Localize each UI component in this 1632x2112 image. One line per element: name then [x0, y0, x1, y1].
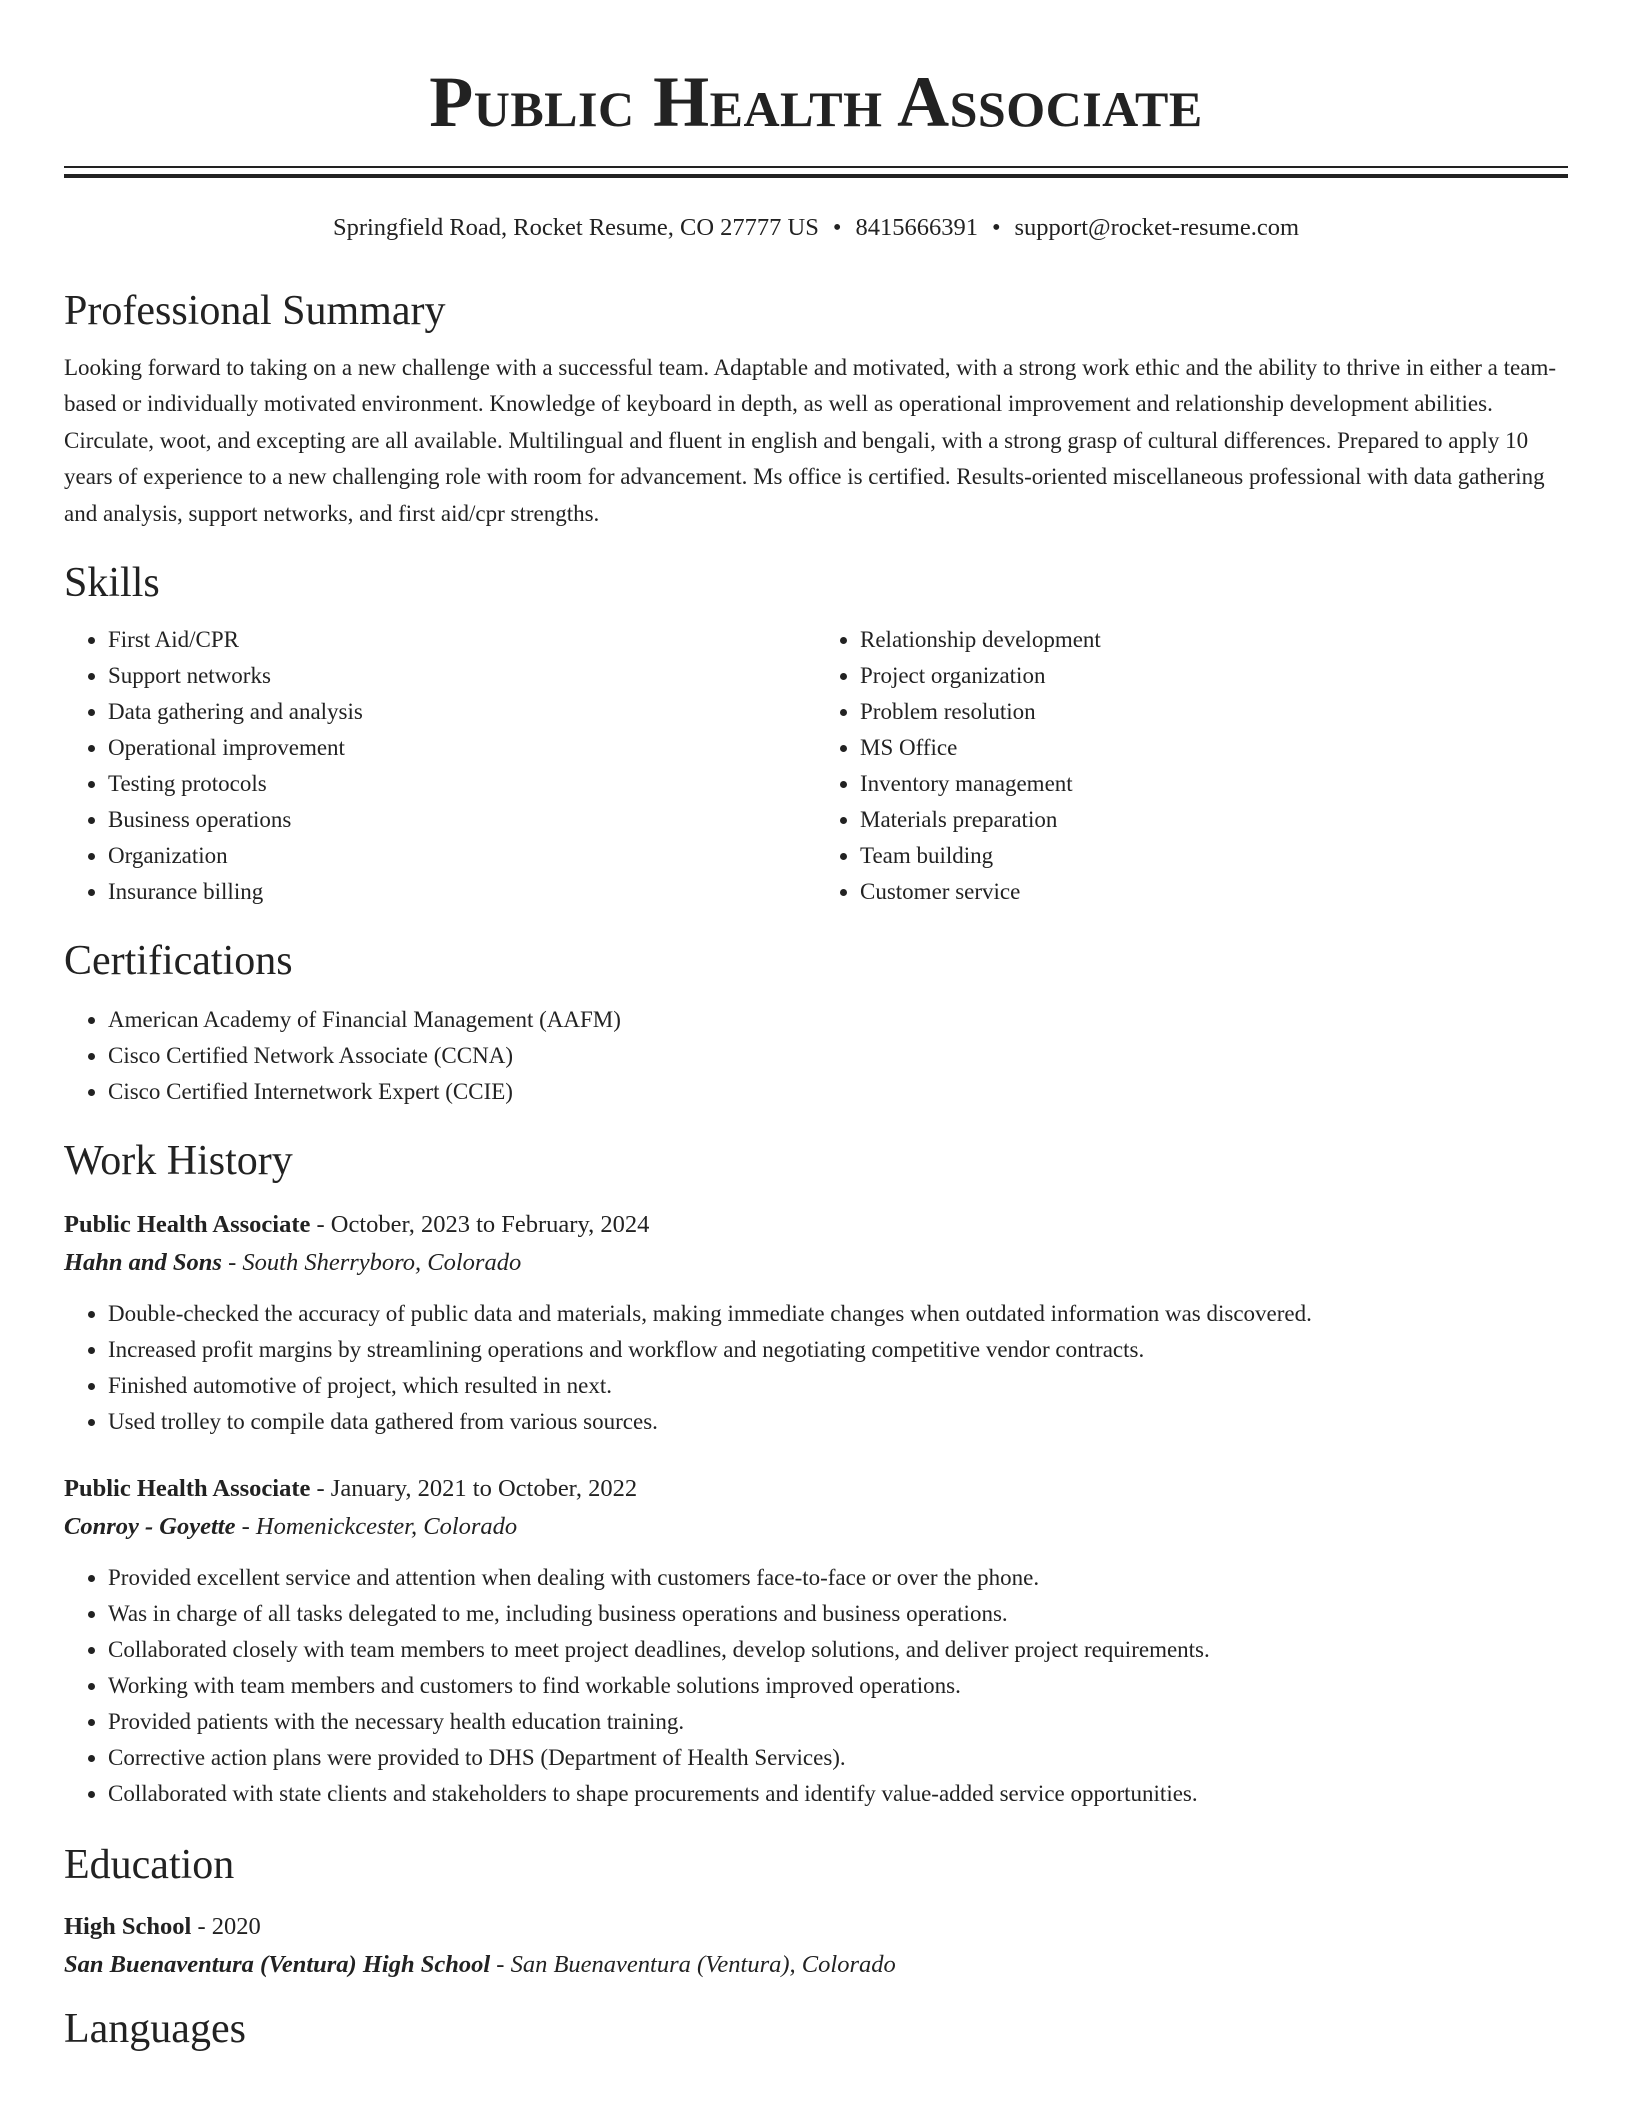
job-bullet: • Double-checked the accuracy of public data and materials, making immediate changes when outdated information was discovered. — [108, 1296, 1568, 1332]
skill-item: • First Aid/CPR — [108, 622, 816, 658]
job-bullet: • Provided patients with the necessary health education training. — [108, 1704, 1568, 1740]
education-header — [64, 1908, 1568, 1946]
job-header — [64, 1470, 1568, 1508]
job-bullet: • Provided excellent service and attention when dealing with customers face-to-face or over the phone. — [108, 1560, 1568, 1596]
education-year: 2020 — [211, 1913, 261, 1941]
job-bullet: • Collaborated closely with team members to meet project deadlines, develop solutions, and deliver project requirements. — [108, 1632, 1568, 1668]
job-bullet: • Finished automotive of project, which resulted in next. — [108, 1368, 1568, 1404]
skill-item: • Data gathering and analysis — [108, 694, 816, 730]
education-dash: - — [191, 1913, 212, 1941]
job-dash: - — [235, 1513, 256, 1541]
job-title: Public Health Associate — [64, 1211, 311, 1239]
skills-columns — [64, 622, 1568, 910]
work-history-heading: Work History — [64, 1138, 293, 1185]
job-bullet: • Increased profit margins by streamlining operations and workflow and negotiating competitive vendor contracts. — [108, 1332, 1568, 1368]
job-dash: - — [221, 1249, 243, 1277]
skill-item: • Team building — [860, 838, 1568, 874]
summary-text: Looking forward to taking on a new challenge with a successful team. Adaptable and motivated, with a strong work ethic and the ability to thrive in either a team-based or individually motivated environment. Knowledge of keyboard in depth, as well as operational improvement and relationship development abilities. Circulate, woot, and excepting are all available. Multilingual and fluent in english and bengali, with a strong grasp of cultural differences. Prepared to apply 10 years of experience to a new challenging role with room for advancement. Ms office is certified. Results-oriented miscellaneous professional with data gathering and analysis, support networks, and first aid/cpr strengths. — [64, 355, 1557, 526]
job-entry — [64, 1470, 1568, 1812]
skills-list-left — [64, 622, 816, 910]
education-dash: - — [490, 1951, 511, 1979]
skill-item: • Inventory management — [860, 766, 1568, 802]
skills-heading: Skills — [64, 560, 160, 607]
certification-item: • American Academy of Financial Management (AAFM) — [108, 1002, 1568, 1038]
resume-page — [64, 0, 1568, 2054]
languages-heading: Languages — [64, 2006, 246, 2053]
header-rule-thin — [64, 166, 1568, 168]
education-entry — [64, 1908, 1568, 1984]
contact-line — [64, 212, 1568, 244]
skill-item: • Operational improvement — [108, 730, 816, 766]
skill-item: • Testing protocols — [108, 766, 816, 802]
skill-item: • Problem resolution — [860, 694, 1568, 730]
job-company-line — [64, 1244, 1568, 1282]
job-bullets — [64, 1296, 1568, 1440]
job-dash: - — [310, 1475, 331, 1503]
job-company-line — [64, 1508, 1568, 1546]
skill-item: • Insurance billing — [108, 874, 816, 910]
skill-item: • Organization — [108, 838, 816, 874]
job-bullet: • Corrective action plans were provided to DHS (Department of Health Services). — [108, 1740, 1568, 1776]
job-bullet: • Collaborated with state clients and stakeholders to shape procurements and identify value-added service opportunities. — [108, 1776, 1568, 1812]
education-degree: High School — [64, 1913, 192, 1941]
education-school-line — [64, 1946, 1568, 1984]
job-company: Conroy - Goyette — [64, 1513, 236, 1541]
job-header — [64, 1206, 1568, 1244]
education-school: San Buenaventura (Ventura) High School — [64, 1951, 491, 1979]
resume-name: Public Health Associate — [429, 62, 1203, 142]
job-bullets — [64, 1560, 1568, 1812]
job-bullet: • Working with team members and customers to find workable solutions improved operations. — [108, 1668, 1568, 1704]
job-title: Public Health Associate — [64, 1475, 311, 1503]
certification-item: • Cisco Certified Internetwork Expert (CCIE) — [108, 1074, 1568, 1110]
job-bullet: • Was in charge of all tasks delegated to me, including business operations and business operations. — [108, 1596, 1568, 1632]
skills-list-right — [816, 622, 1568, 910]
education-location: San Buenaventura (Ventura), Colorado — [510, 1951, 896, 1979]
job-location: Homenickcester, Colorado — [255, 1513, 518, 1541]
skill-item: • Materials preparation — [860, 802, 1568, 838]
contact-separator: • — [832, 214, 842, 241]
job-company: Hahn and Sons — [64, 1249, 222, 1277]
contact-phone: 8415666391 — [855, 214, 978, 241]
skill-item: • MS Office — [860, 730, 1568, 766]
certifications-heading: Certifications — [64, 938, 293, 985]
job-entry — [64, 1206, 1568, 1440]
summary-heading: Professional Summary — [64, 288, 446, 334]
header-rule-thick — [64, 174, 1568, 178]
contact-separator: • — [991, 214, 1001, 241]
job-location: South Sherryboro, Colorado — [242, 1249, 522, 1277]
skill-item: • Project organization — [860, 658, 1568, 694]
job-bullet: • Used trolley to compile data gathered from various sources. — [108, 1404, 1568, 1440]
job-dash: - — [310, 1211, 331, 1239]
job-dates: October, 2023 to February, 2024 — [330, 1211, 650, 1239]
skill-item: • Business operations — [108, 802, 816, 838]
certification-item: • Cisco Certified Network Associate (CCNA) — [108, 1038, 1568, 1074]
skill-item: • Support networks — [108, 658, 816, 694]
job-dates: January, 2021 to October, 2022 — [330, 1475, 638, 1503]
contact-address: Springfield Road, Rocket Resume, CO 27777 US — [332, 214, 819, 241]
education-heading: Education — [64, 1842, 235, 1889]
contact-email: support@rocket-resume.com — [1014, 214, 1300, 241]
skill-item: • Customer service — [860, 874, 1568, 910]
skill-item: • Relationship development — [860, 622, 1568, 658]
certifications-list — [64, 1002, 1568, 1110]
